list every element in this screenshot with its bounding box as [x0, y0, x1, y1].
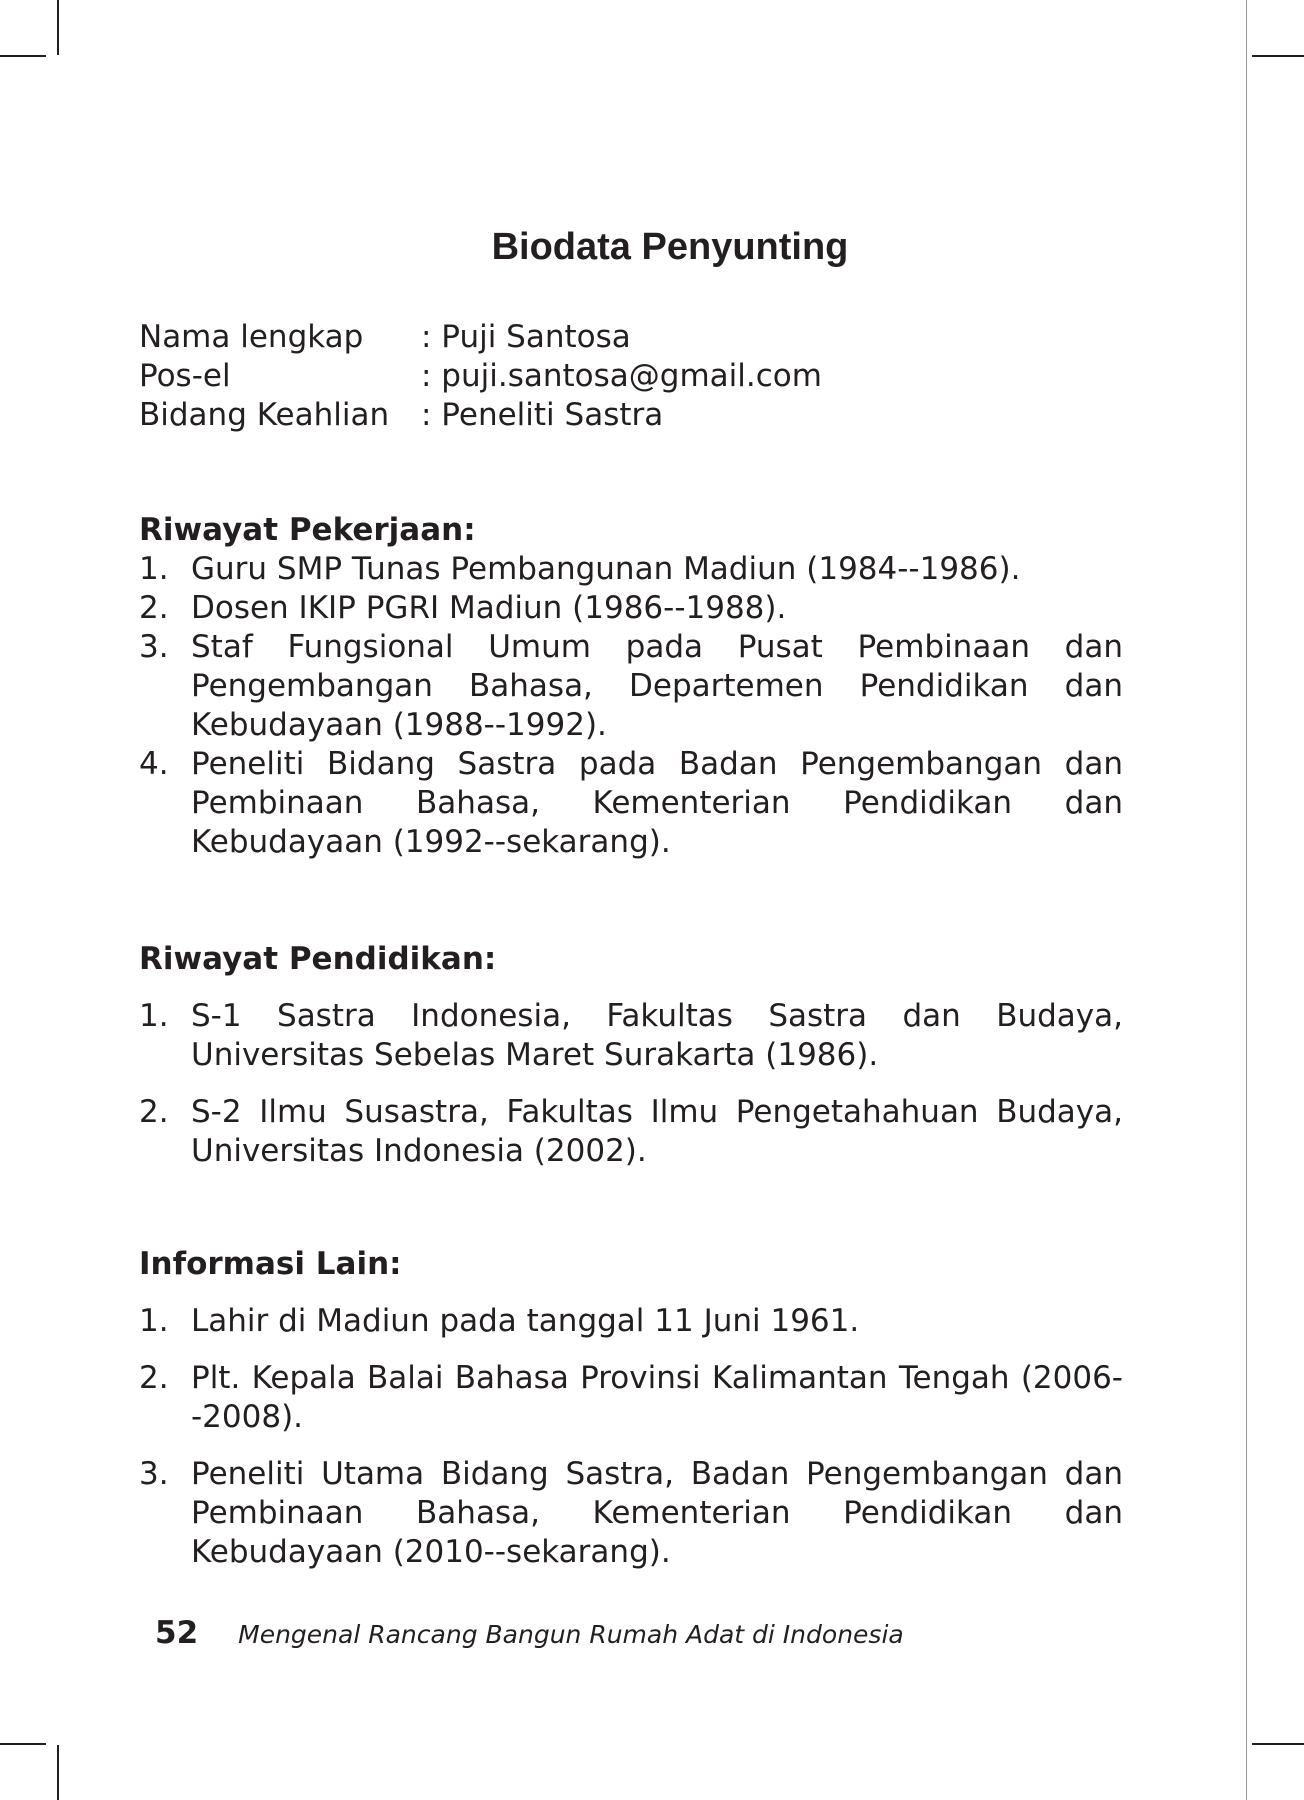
item-text: Lahir di Madiun pada tanggal 11 Juni 1961.: [191, 1303, 860, 1339]
list-item: [139, 1455, 1123, 1572]
info-row: [139, 318, 822, 357]
info-value: : Peneliti Sastra: [421, 397, 664, 433]
list-item: [139, 628, 1123, 745]
crop-mark: [0, 55, 46, 57]
info-value: : puji.santosa@gmail.com: [421, 358, 822, 394]
page-number: 52: [155, 1615, 199, 1651]
section-heading: Riwayat Pendidikan:: [139, 941, 497, 977]
info-value: : Puji Santosa: [421, 319, 631, 355]
item-number: 2.: [139, 1360, 169, 1396]
item-number: 2.: [139, 1094, 169, 1130]
crop-mark: [57, 1745, 59, 1800]
item-text: Plt. Kepala Balai Bahasa Provinsi Kalimantan Tengah (2006--2008).: [191, 1360, 1123, 1435]
item-number: 3.: [139, 629, 169, 665]
list-item: [139, 997, 1123, 1075]
section-pekerjaan: [139, 511, 1123, 862]
item-number: 2.: [139, 590, 169, 626]
item-number: 1.: [139, 551, 169, 587]
crop-mark: [1252, 1743, 1304, 1745]
crop-mark: [1252, 55, 1304, 57]
item-number: 3.: [139, 1456, 169, 1492]
section-pendidikan: [139, 940, 1123, 1171]
section-heading: Riwayat Pekerjaan:: [139, 512, 476, 548]
item-text: Guru SMP Tunas Pembangunan Madiun (1984--1986).: [191, 551, 1021, 587]
page-footer: [155, 1615, 904, 1651]
item-number: 4.: [139, 746, 169, 782]
list-item: [139, 1093, 1123, 1171]
item-text: Peneliti Utama Bidang Sastra, Badan Pengembangan dan Pembinaan Bahasa, Kementerian Pendidikan dan Kebudayaan (2010--sekarang).: [191, 1456, 1123, 1570]
section-heading: Informasi Lain:: [139, 1246, 402, 1282]
list-item: [139, 550, 1123, 589]
info-label: Pos-el: [139, 358, 231, 394]
item-text: Staf Fungsional Umum pada Pusat Pembinaan dan Pengembangan Bahasa, Departemen Pendidikan dan Kebudayaan (1988--1992).: [191, 629, 1123, 743]
section-informasi-lain: [139, 1245, 1123, 1572]
info-row: [139, 357, 822, 396]
list-item: [139, 589, 1123, 628]
list-item: [139, 1359, 1123, 1437]
info-row: [139, 396, 822, 435]
item-number: 1.: [139, 998, 169, 1034]
list-item: [139, 745, 1123, 862]
item-text: S-1 Sastra Indonesia, Fakultas Sastra dan Budaya, Universitas Sebelas Maret Surakarta (1986).: [191, 998, 1123, 1073]
item-text: S-2 Ilmu Susastra, Fakultas Ilmu Pengetahahuan Budaya, Universitas Indonesia (2002).: [191, 1094, 1123, 1169]
list-item: [139, 1302, 1123, 1341]
page-edge-line: [1246, 0, 1247, 1800]
item-text: Dosen IKIP PGRI Madiun (1986--1988).: [191, 590, 787, 626]
book-title: Mengenal Rancang Bangun Rumah Adat di Indonesia: [238, 1620, 904, 1649]
item-number: 1.: [139, 1303, 169, 1339]
crop-mark: [0, 1743, 46, 1745]
page-title: Biodata Penyunting: [491, 226, 849, 268]
info-label: Nama lengkap: [139, 319, 364, 355]
item-text: Peneliti Bidang Sastra pada Badan Pengembangan dan Pembinaan Bahasa, Kementerian Pendidikan dan Kebudayaan (1992--sekarang).: [191, 746, 1123, 860]
crop-mark: [57, 0, 59, 55]
personal-info: [139, 318, 822, 435]
info-label: Bidang Keahlian: [139, 397, 390, 433]
